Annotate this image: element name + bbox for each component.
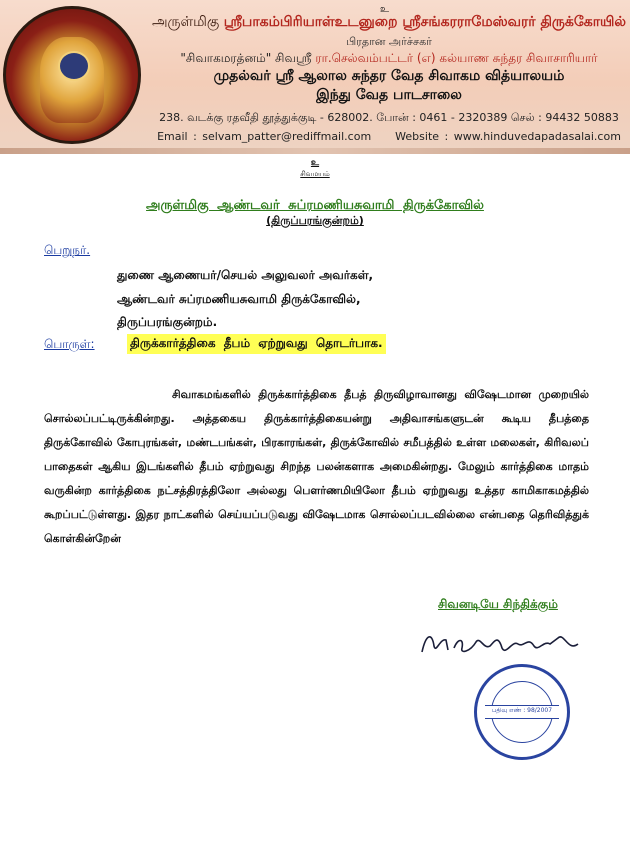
recipient-line: துணை ஆணையர்/செயல் அலுவலர் அவர்கள், xyxy=(117,268,374,282)
header-address: 238. வடக்கு ரதவீதி தூத்துக்குடி - 628002. போன் : 0461 - 2320389 செல் : 94432 50883 xyxy=(159,111,619,124)
header-temple-line xyxy=(150,14,628,32)
seal-registration: பதிவு எண் : 98/2007 xyxy=(491,707,553,714)
recipient-line: திருப்பரங்குன்றம். xyxy=(117,315,218,329)
deity-figure xyxy=(40,37,104,123)
deity-emblem-logo xyxy=(3,6,141,144)
header-priest-title: "சிவாகமரத்னம்" சிவஸ்ரீ xyxy=(180,51,312,65)
header-school-name: முதல்வர் ஸ்ரீ ஆலால சுந்தர வேத சிவாகம வித்யாலயம் xyxy=(213,68,565,84)
recipient-line: ஆண்டவர் சுப்ரமணியசுவாமி திருக்கோவில், xyxy=(117,292,361,306)
subject-label: பொருள்: xyxy=(44,337,95,351)
header-school-subtitle: இந்து வேத பாடசாலை xyxy=(316,87,462,103)
header-temple-name: ஸ்ரீபாகம்பிரியாள்உடனுறை ஸ்ரீசங்கரராமேஸ்வரர் திருக்கோயில் xyxy=(223,14,627,30)
header-website: Website : www.hinduvedapadasalai.com xyxy=(395,130,621,143)
header-temple-prefix: அருள்மிகு xyxy=(151,14,220,30)
header-priest-line xyxy=(150,51,628,67)
subject-text: திருக்கார்த்திகை தீபம் ஏற்றுவது தொடர்பாக. xyxy=(127,334,386,354)
letter-title: அருள்மிகு ஆண்டவர் சுப்ரமணியசுவாமி திருக்கோவில் xyxy=(146,198,484,213)
om-mark: உ xyxy=(310,158,320,168)
header-contact xyxy=(150,130,628,143)
sivamayam-mark: சிவமயம் xyxy=(300,170,330,178)
letter-body: சிவாகமங்களில் திருக்கார்த்திகை தீபத் திருவிழாவானது விஷேடமான முறையில் சொல்லப்பட்டிருக்கின்றது. அத்தகைய திருக்கார்த்திகையன்று அதிவாசங்களுடன் கூடிய தீபத்தை திருக்கோவில் கோபுரங்கள், மண்டபங்கள், பிரகாரங்கள், திருக்கோவில் சமீபத்தில் உள்ள மலைகள், கிரிவலப் பாதைகள் ஆகிய இடங்களில் தீபம் ஏற்றுவது சிறந்த பலன்களாக அமைகின்றது. மேலும் கார்த்திகை மாதம் வருகின்ற கார்த்திகை நட்சத்திரத்திலோ அல்லது பௌர்ணமியிலோ தீபம் ஏற்றுவது உத்தர காமிகாகமத்தில் கூறப்பட்டுள்ளது. இதர நாட்களில் செய்யப்படுவது விஷேடமாக சொல்லப்படவில்லை என்பதை தெரிவித்துக் கொள்கின்றேன் xyxy=(44,388,589,545)
signature xyxy=(418,626,598,664)
sign-off: சிவனடியே சிந்திக்கும் xyxy=(438,597,558,611)
header-top-mark: உ xyxy=(380,4,390,15)
header-priest-name: ரா.செல்வம்பட்டர் (எ) கல்யாண சுந்தர சிவாசாரியார் xyxy=(315,51,598,65)
signature-scribble xyxy=(418,626,598,660)
deity-face xyxy=(58,51,90,81)
official-seal xyxy=(474,664,570,760)
header-role: பிரதான அர்ச்சகர் xyxy=(346,35,432,48)
letterhead-banner xyxy=(0,0,630,150)
banner-divider xyxy=(0,148,630,154)
header-email: Email : selvam_patter@rediffmail.com xyxy=(157,130,372,143)
recipient-label: பெறுநர். xyxy=(44,243,91,257)
seal-registration-bar xyxy=(485,705,559,719)
letter-subtitle: (திருப்பரங்குன்றம்) xyxy=(266,214,364,227)
